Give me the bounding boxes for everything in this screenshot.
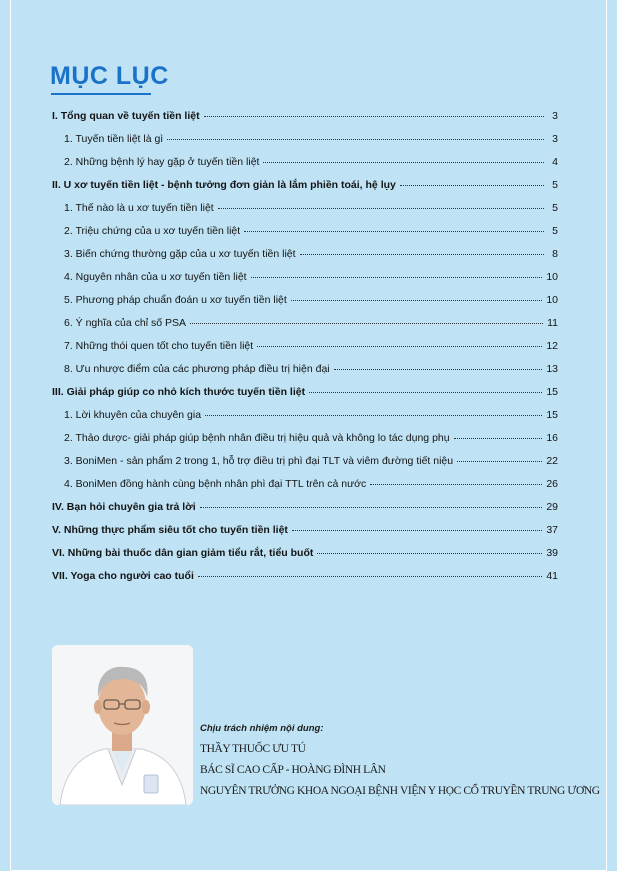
doctor-photo — [52, 645, 193, 805]
toc-page-number: 37 — [546, 524, 558, 536]
toc-entry-title: 1. Tuyến tiền liệt là gì — [64, 133, 164, 145]
toc-page-number: 12 — [546, 340, 558, 352]
toc-dot-leader — [200, 507, 543, 508]
doctor-portrait-image — [52, 645, 193, 805]
toc-page-number: 10 — [546, 271, 558, 283]
toc-entry-title: IV. Bạn hỏi chuyên gia trả lời — [52, 501, 196, 513]
toc-dot-leader — [309, 392, 542, 393]
toc-page-number: 4 — [552, 156, 558, 168]
toc-dot-leader — [334, 369, 543, 370]
toc-dot-leader — [454, 438, 543, 439]
toc-entry-title: 1. Thế nào là u xơ tuyến tiền liệt — [64, 202, 214, 214]
toc-subsection-entry[interactable] — [52, 133, 558, 156]
toc-subsection-entry[interactable] — [52, 363, 558, 386]
toc-page-number: 15 — [546, 386, 558, 398]
toc-entry-title: VII. Yoga cho người cao tuổi — [52, 570, 194, 582]
page-title: MỤC LỤC — [50, 62, 169, 90]
toc-entry-title: 4. Nguyên nhân của u xơ tuyến tiền liệt — [64, 271, 247, 283]
toc-dot-leader — [198, 576, 542, 577]
toc-subsection-entry[interactable] — [52, 455, 558, 478]
toc-entry-title: 2. Triệu chứng của u xơ tuyến tiền liệt — [64, 225, 241, 237]
toc-entry-title: 2. Thảo dược- giải pháp giúp bệnh nhân điều trị hiệu quả và không lo tác dụng phụ — [64, 432, 450, 444]
toc-section-entry[interactable] — [52, 179, 558, 202]
toc-dot-leader — [300, 254, 544, 255]
responsible-label: Chịu trách nhiệm nội dung: — [200, 723, 324, 734]
toc-dot-leader — [167, 139, 544, 140]
toc-page-number: 41 — [546, 570, 558, 582]
toc-page-number: 8 — [552, 248, 558, 260]
toc-entry-title: 3. BoniMen - sản phẩm 2 trong 1, hỗ trợ điều trị phì đại TLT và viêm đường tiết niệu — [64, 455, 454, 467]
toc-page-number: 26 — [546, 478, 558, 490]
credits-block — [200, 723, 600, 806]
toc-page-number: 15 — [546, 409, 558, 421]
toc-entry-title: 4. BoniMen đồng hành cùng bệnh nhân phì đại TTL trên cả nước — [64, 478, 367, 490]
toc-entry-title: II. U xơ tuyến tiền liệt - bệnh tưởng đơn giản là lắm phiền toái, hệ lụy — [52, 179, 396, 191]
toc-dot-leader — [205, 415, 542, 416]
toc-dot-leader — [400, 185, 544, 186]
credit-position: NGUYÊN TRƯỞNG KHOA NGOẠI BỆNH VIỆN Y HỌC CỔ TRUYỀN TRUNG ƯƠNG — [200, 785, 600, 797]
toc-section-entry[interactable] — [52, 501, 558, 524]
toc-section-entry[interactable] — [52, 570, 558, 593]
toc-page-number: 5 — [552, 179, 558, 191]
toc-subsection-entry[interactable] — [52, 340, 558, 363]
toc-subsection-entry[interactable] — [52, 248, 558, 271]
toc-subsection-entry[interactable] — [52, 294, 558, 317]
toc-page-number: 10 — [546, 294, 558, 306]
toc-entry-title: 1. Lời khuyên của chuyên gia — [64, 409, 202, 421]
toc-page-number: 22 — [546, 455, 558, 467]
toc-section-entry[interactable] — [52, 110, 558, 133]
toc-entry-title: 8. Ưu nhược điểm của các phương pháp điều trị hiện đại — [64, 363, 330, 375]
toc-page-number: 3 — [552, 133, 558, 145]
toc-dot-leader — [263, 162, 544, 163]
toc-page-number: 5 — [552, 225, 558, 237]
toc-dot-leader — [251, 277, 543, 278]
toc-dot-leader — [457, 461, 542, 462]
toc-dot-leader — [244, 231, 544, 232]
toc-subsection-entry[interactable] — [52, 478, 558, 501]
toc-entry-title: 7. Những thói quen tốt cho tuyến tiền liệt — [64, 340, 254, 352]
toc-subsection-entry[interactable] — [52, 317, 558, 340]
toc-page-number: 13 — [546, 363, 558, 375]
toc-entry-title: III. Giải pháp giúp co nhỏ kích thước tuyến tiền liệt — [52, 386, 306, 398]
toc-dot-leader — [190, 323, 543, 324]
toc-subsection-entry[interactable] — [52, 432, 558, 455]
toc-entry-title: VI. Những bài thuốc dân gian giảm tiểu rắt, tiểu buốt — [52, 547, 314, 559]
toc-section-entry[interactable] — [52, 547, 558, 570]
toc-entry-title: 5. Phương pháp chuẩn đoán u xơ tuyến tiền liệt — [64, 294, 287, 306]
toc-entry-title: 6. Ý nghĩa của chỉ số PSA — [64, 317, 186, 329]
toc-page-number: 5 — [552, 202, 558, 214]
toc-page-number: 11 — [547, 317, 558, 329]
toc-section-entry[interactable] — [52, 386, 558, 409]
toc-subsection-entry[interactable] — [52, 225, 558, 248]
toc-entry-title: 2. Những bệnh lý hay gặp ở tuyến tiền liệt — [64, 156, 260, 168]
toc-subsection-entry[interactable] — [52, 409, 558, 432]
toc-dot-leader — [317, 553, 542, 554]
toc-dot-leader — [291, 300, 543, 301]
toc-section-entry[interactable] — [52, 524, 558, 547]
toc-page-number: 16 — [546, 432, 558, 444]
toc-page-number: 29 — [546, 501, 558, 513]
toc-entry-title: I. Tổng quan về tuyến tiền liệt — [52, 110, 200, 122]
toc-dot-leader — [370, 484, 542, 485]
toc-page-number: 3 — [552, 110, 558, 122]
toc-dot-leader — [204, 116, 544, 117]
toc-subsection-entry[interactable] — [52, 271, 558, 294]
toc-entry-title: 3. Biến chứng thường gặp của u xơ tuyến tiền liệt — [64, 248, 296, 260]
toc-subsection-entry[interactable] — [52, 202, 558, 225]
toc-page-number: 39 — [546, 547, 558, 559]
toc-subsection-entry[interactable] — [52, 156, 558, 179]
credit-title: THẦY THUỐC ƯU TÚ — [200, 743, 306, 755]
toc-entry-title: V. Những thực phẩm siêu tốt cho tuyến tiền liệt — [52, 524, 288, 536]
toc-dot-leader — [218, 208, 544, 209]
credit-doctor-name: BÁC SĨ CAO CẤP - HOÀNG ĐÌNH LÂN — [200, 764, 386, 776]
title-underline — [51, 93, 151, 95]
toc-dot-leader — [257, 346, 542, 347]
table-of-contents — [52, 110, 558, 593]
toc-dot-leader — [292, 530, 542, 531]
